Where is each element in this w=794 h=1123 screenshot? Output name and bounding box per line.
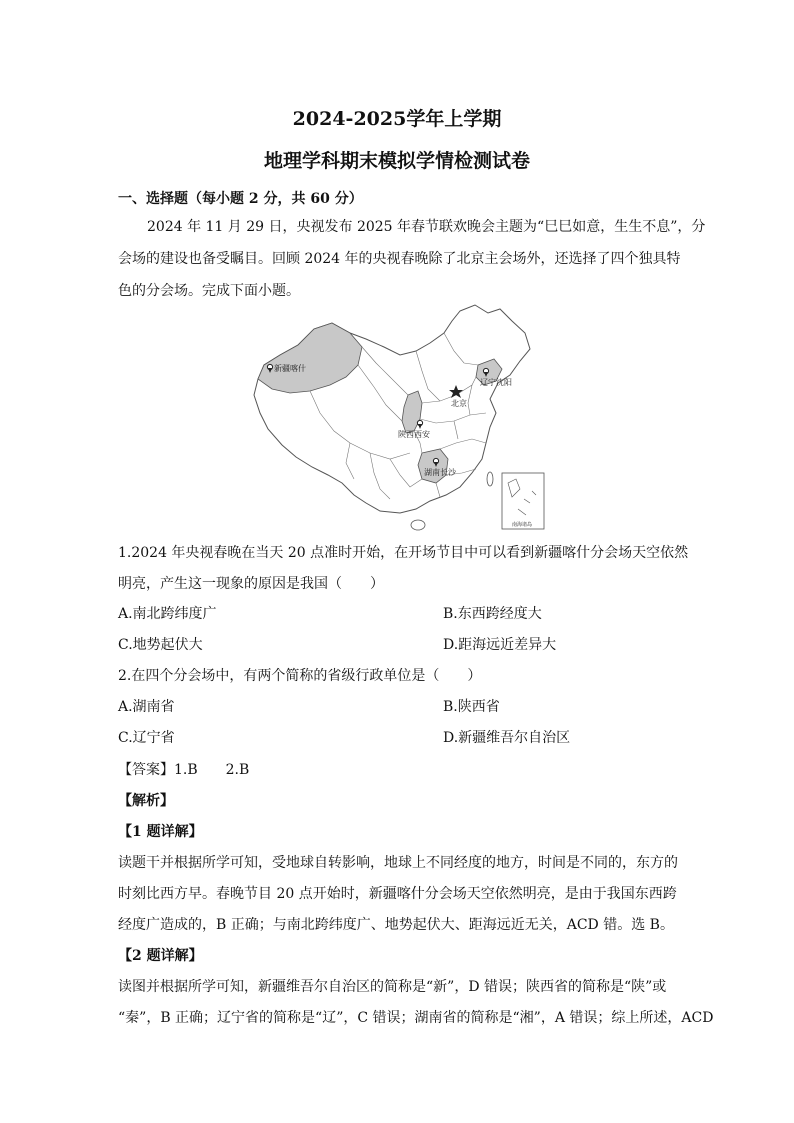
intro-line-2: 会场的建设也备受瞩目。回顾 2024 年的央视春晚除了北京主会场外，还选择了四个独具特 bbox=[118, 251, 681, 267]
intro-line-3: 色的分会场。完成下面小题。 bbox=[118, 283, 300, 299]
answer-line: 【答案】1.B 2.B bbox=[118, 762, 250, 778]
exam-title-year: 2024-2025学年上学期 bbox=[292, 108, 502, 130]
q2-option-c: C.辽宁省 bbox=[118, 730, 175, 746]
section-heading: 一、选择题（每小题 2 分，共 60 分） bbox=[118, 191, 363, 207]
label-shenyang: 辽宁沈阳 bbox=[480, 378, 512, 387]
china-map-svg bbox=[250, 303, 550, 533]
q2-analysis-heading: 【2 题详解】 bbox=[118, 948, 203, 964]
label-kashgar: 新疆喀什 bbox=[274, 364, 306, 373]
analysis-heading: 【解析】 bbox=[118, 793, 174, 809]
q1-stem-line-2: 明亮，产生这一现象的原因是我国（ ） bbox=[118, 576, 384, 592]
q2-option-d: D.新疆维吾尔自治区 bbox=[443, 730, 571, 746]
q2-option-b: B.陕西省 bbox=[443, 699, 500, 715]
q1-analysis-heading: 【1 题详解】 bbox=[118, 824, 203, 840]
exam-title: 地理学科期末模拟学情检测试卷 bbox=[263, 150, 530, 172]
q1-option-b: B.东西跨经度大 bbox=[443, 606, 542, 622]
label-beijing: 北京 bbox=[451, 399, 467, 408]
label-xian: 陕西西安 bbox=[398, 430, 430, 439]
inset-label: 南海诸岛 bbox=[512, 522, 533, 528]
hainan-island bbox=[411, 520, 425, 530]
q1-analysis-line-2: 时刻比西方早。春晚节目 20 点开始时，新疆喀什分会场天空依然明亮，是由于我国东西跨 bbox=[118, 886, 677, 902]
q1-stem-line-1: 1.2024 年央视春晚在当天 20 点准时开始，在开场节目中可以看到新疆喀什分会场天空依然 bbox=[118, 545, 689, 561]
q2-option-a: A.湖南省 bbox=[118, 699, 175, 715]
q1-analysis-line-3: 经度广造成的，B 正确；与南北跨纬度广、地势起伏大、距海远近无关，ACD 错。选 B。 bbox=[118, 917, 674, 933]
taiwan-island bbox=[487, 472, 493, 486]
intro-line-1: 2024 年 11 月 29 日，央视发布 2025 年春节联欢晚会主题为“巳巳如意，生生不息”，分 bbox=[147, 219, 706, 235]
q2-analysis-line-2: “秦”，B 正确；辽宁省的简称是“辽”，C 错误；湖南省的简称是“湘”，A 错误；综上所述，ACD bbox=[118, 1010, 714, 1026]
q1-option-c: C.地势起伏大 bbox=[118, 637, 203, 653]
q2-stem: 2.在四个分会场中，有两个简称的省级行政单位是（ ） bbox=[118, 668, 482, 684]
south-china-sea-inset bbox=[502, 473, 544, 529]
label-changsha: 湖南长沙 bbox=[424, 468, 456, 477]
q2-analysis-line-1: 读图并根据所学可知，新疆维吾尔自治区的简称是“新”，D 错误；陕西省的简称是“陕”或 bbox=[118, 979, 667, 995]
q1-option-d: D.距海远近差异大 bbox=[443, 637, 557, 653]
q1-analysis-line-1: 读题干并根据所学可知，受地球自转影响，地球上不同经度的地方，时间是不同的，东方的 bbox=[118, 855, 678, 871]
china-map-figure bbox=[250, 303, 550, 533]
q1-option-a: A.南北跨纬度广 bbox=[118, 606, 217, 622]
